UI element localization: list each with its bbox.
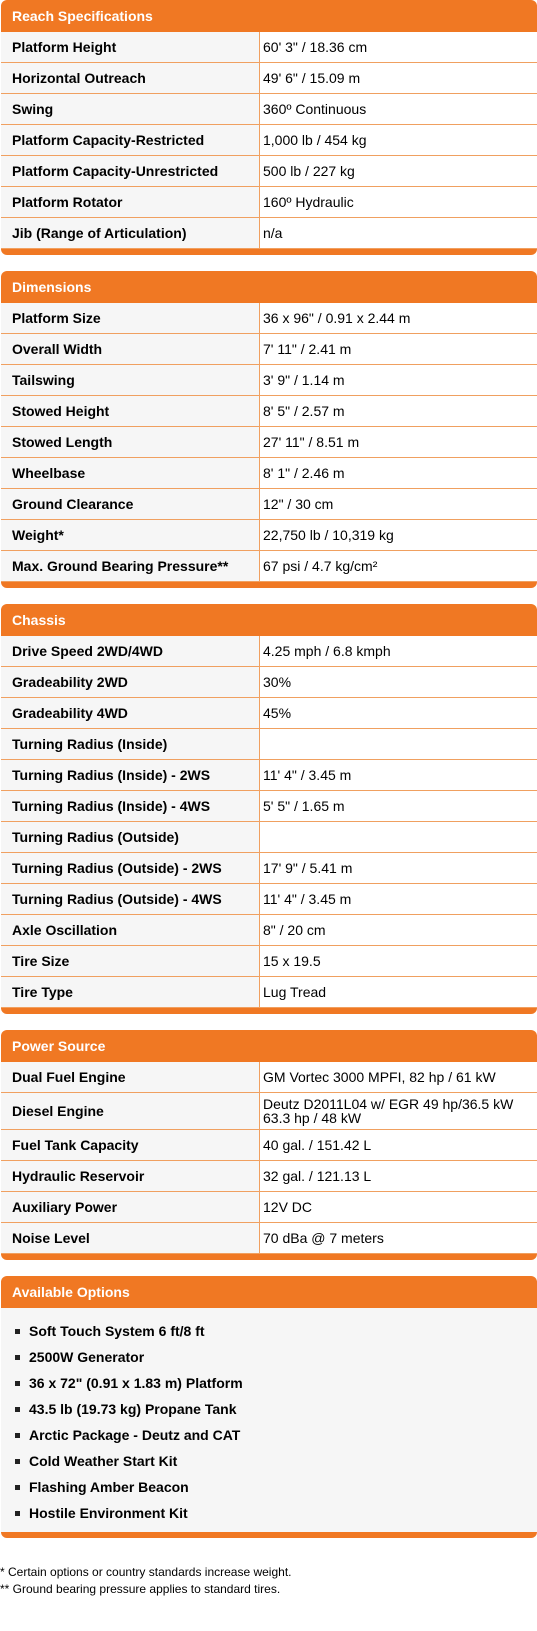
spec-value: 40 gal. / 151.42 L — [260, 1130, 537, 1161]
spec-value: 360º Continuous — [260, 94, 537, 125]
spec-label: Turning Radius (Outside) - 4WS — [1, 884, 260, 915]
spec-row — [1, 520, 537, 551]
option-label: 43.5 lb (19.73 kg) Propane Tank — [29, 1401, 237, 1417]
spec-value: 11' 4" / 3.45 m — [260, 884, 537, 915]
spec-row — [1, 791, 537, 822]
spec-row — [1, 636, 537, 667]
option-item — [1, 1474, 537, 1500]
spec-section — [1, 0, 537, 255]
option-label: Soft Touch System 6 ft/8 ft — [29, 1323, 205, 1339]
spec-table — [1, 32, 537, 249]
option-item — [1, 1422, 537, 1448]
spec-table — [1, 303, 537, 582]
spec-row — [1, 760, 537, 791]
section-footer — [1, 1254, 537, 1260]
spec-label: Turning Radius (Inside) - 4WS — [1, 791, 260, 822]
bullet-icon — [15, 1459, 20, 1464]
spec-row — [1, 63, 537, 94]
spec-label: Platform Capacity-Unrestricted — [1, 156, 260, 187]
spec-row — [1, 1223, 537, 1254]
spec-value: 11' 4" / 3.45 m — [260, 760, 537, 791]
spec-label: Fuel Tank Capacity — [1, 1130, 260, 1161]
spec-row — [1, 1130, 537, 1161]
spec-row — [1, 489, 537, 520]
spec-label: Max. Ground Bearing Pressure** — [1, 551, 260, 582]
spec-label: Turning Radius (Outside) - 2WS — [1, 853, 260, 884]
spec-row — [1, 458, 537, 489]
spec-label: Weight* — [1, 520, 260, 551]
spec-label: Tire Size — [1, 946, 260, 977]
spec-value — [260, 822, 537, 853]
spec-value: Deutz D2011L04 w/ EGR 49 hp/36.5 kW 63.3 hp / 48 kW — [260, 1093, 537, 1130]
spec-label: Hydraulic Reservoir — [1, 1161, 260, 1192]
spec-label: Gradeability 2WD — [1, 667, 260, 698]
spec-value — [260, 729, 537, 760]
spec-label: Overall Width — [1, 334, 260, 365]
footnote-weight: * Certain options or country standards increase weight. — [0, 1565, 292, 1579]
spec-value: 1,000 lb / 454 kg — [260, 125, 537, 156]
spec-label: Gradeability 4WD — [1, 698, 260, 729]
spec-label: Ground Clearance — [1, 489, 260, 520]
spec-row — [1, 884, 537, 915]
option-item — [1, 1370, 537, 1396]
spec-value: GM Vortec 3000 MPFI, 82 hp / 61 kW — [260, 1062, 537, 1093]
spec-value: 49' 6" / 15.09 m — [260, 63, 537, 94]
section-header: Reach Specifications — [1, 0, 537, 32]
option-item — [1, 1448, 537, 1474]
option-item — [1, 1396, 537, 1422]
spec-label: Turning Radius (Inside) — [1, 729, 260, 760]
spec-label: Noise Level — [1, 1223, 260, 1254]
spec-label: Turning Radius (Inside) - 2WS — [1, 760, 260, 791]
spec-row — [1, 427, 537, 458]
option-label: Arctic Package - Deutz and CAT — [29, 1427, 241, 1443]
spec-value: 500 lb / 227 kg — [260, 156, 537, 187]
spec-value: 12" / 30 cm — [260, 489, 537, 520]
spec-section — [1, 604, 537, 1014]
spec-row — [1, 551, 537, 582]
section-header: Dimensions — [1, 271, 537, 303]
footnote-pressure: ** Ground bearing pressure applies to standard tires. — [0, 1582, 281, 1596]
spec-label: Diesel Engine — [1, 1093, 260, 1130]
spec-section — [1, 271, 537, 588]
option-item — [1, 1318, 537, 1344]
spec-value: 27' 11" / 8.51 m — [260, 427, 537, 458]
spec-row — [1, 1192, 537, 1223]
spec-row — [1, 853, 537, 884]
option-label: Flashing Amber Beacon — [29, 1479, 189, 1495]
spec-label: Axle Oscillation — [1, 915, 260, 946]
spec-row — [1, 94, 537, 125]
spec-row — [1, 218, 537, 249]
option-label: 36 x 72" (0.91 x 1.83 m) Platform — [29, 1375, 243, 1391]
spec-value: 3' 9" / 1.14 m — [260, 365, 537, 396]
spec-value: n/a — [260, 218, 537, 249]
spec-label: Tailswing — [1, 365, 260, 396]
spec-row — [1, 125, 537, 156]
spec-value: 15 x 19.5 — [260, 946, 537, 977]
bullet-icon — [15, 1511, 20, 1516]
spec-row — [1, 946, 537, 977]
spec-row — [1, 729, 537, 760]
section-footer — [1, 1008, 537, 1014]
spec-label: Platform Height — [1, 32, 260, 63]
option-label: Cold Weather Start Kit — [29, 1453, 178, 1469]
spec-row — [1, 303, 537, 334]
spec-row — [1, 977, 537, 1008]
spec-value: 12V DC — [260, 1192, 537, 1223]
spec-row — [1, 915, 537, 946]
spec-value: 30% — [260, 667, 537, 698]
spec-label: Stowed Length — [1, 427, 260, 458]
spec-label: Wheelbase — [1, 458, 260, 489]
spec-row — [1, 187, 537, 218]
spec-value: 45% — [260, 698, 537, 729]
section-header: Chassis — [1, 604, 537, 636]
spec-row — [1, 667, 537, 698]
bullet-icon — [15, 1355, 20, 1360]
spec-label: Stowed Height — [1, 396, 260, 427]
options-body — [1, 1308, 537, 1532]
spec-label: Horizontal Outreach — [1, 63, 260, 94]
spec-value: 22,750 lb / 10,319 kg — [260, 520, 537, 551]
spec-section — [1, 1030, 537, 1260]
spec-value: 7' 11" / 2.41 m — [260, 334, 537, 365]
spec-value: 17' 9" / 5.41 m — [260, 853, 537, 884]
spec-label: Drive Speed 2WD/4WD — [1, 636, 260, 667]
spec-label: Jib (Range of Articulation) — [1, 218, 260, 249]
spec-row — [1, 698, 537, 729]
spec-value: 160º Hydraulic — [260, 187, 537, 218]
spec-label: Platform Rotator — [1, 187, 260, 218]
section-header: Power Source — [1, 1030, 537, 1062]
spec-value: 8" / 20 cm — [260, 915, 537, 946]
bullet-icon — [15, 1407, 20, 1412]
spec-label: Platform Size — [1, 303, 260, 334]
spec-row — [1, 1093, 537, 1130]
spec-row — [1, 156, 537, 187]
section-footer — [1, 1532, 537, 1538]
footnotes — [0, 1554, 537, 1598]
spec-value: 70 dBa @ 7 meters — [260, 1223, 537, 1254]
spec-label: Tire Type — [1, 977, 260, 1008]
spec-row — [1, 334, 537, 365]
bullet-icon — [15, 1329, 20, 1334]
bullet-icon — [15, 1485, 20, 1490]
spec-row — [1, 32, 537, 63]
bullet-icon — [15, 1433, 20, 1438]
options-header: Available Options — [1, 1276, 537, 1308]
spec-value: 5' 5" / 1.65 m — [260, 791, 537, 822]
spec-label: Dual Fuel Engine — [1, 1062, 260, 1093]
option-item — [1, 1500, 537, 1526]
option-label: 2500W Generator — [29, 1349, 145, 1365]
spec-table — [1, 1062, 537, 1254]
spec-label: Auxiliary Power — [1, 1192, 260, 1223]
spec-row — [1, 1062, 537, 1093]
bullet-icon — [15, 1381, 20, 1386]
spec-row — [1, 1161, 537, 1192]
spec-row — [1, 822, 537, 853]
spec-label: Swing — [1, 94, 260, 125]
option-label: Hostile Environment Kit — [29, 1505, 188, 1521]
section-footer — [1, 249, 537, 255]
spec-row — [1, 396, 537, 427]
spec-value: 4.25 mph / 6.8 kmph — [260, 636, 537, 667]
spec-value: 8' 5" / 2.57 m — [260, 396, 537, 427]
spec-value: 60' 3" / 18.36 cm — [260, 32, 537, 63]
spec-label: Platform Capacity-Restricted — [1, 125, 260, 156]
spec-row — [1, 365, 537, 396]
section-footer — [1, 582, 537, 588]
option-item — [1, 1344, 537, 1370]
spec-value: 8' 1" / 2.46 m — [260, 458, 537, 489]
spec-table — [1, 636, 537, 1008]
spec-label: Turning Radius (Outside) — [1, 822, 260, 853]
spec-value: 32 gal. / 121.13 L — [260, 1161, 537, 1192]
spec-value: 36 x 96" / 0.91 x 2.44 m — [260, 303, 537, 334]
options-list — [1, 1318, 537, 1526]
spec-value: Lug Tread — [260, 977, 537, 1008]
spec-value: 67 psi / 4.7 kg/cm² — [260, 551, 537, 582]
options-section — [1, 1276, 537, 1538]
